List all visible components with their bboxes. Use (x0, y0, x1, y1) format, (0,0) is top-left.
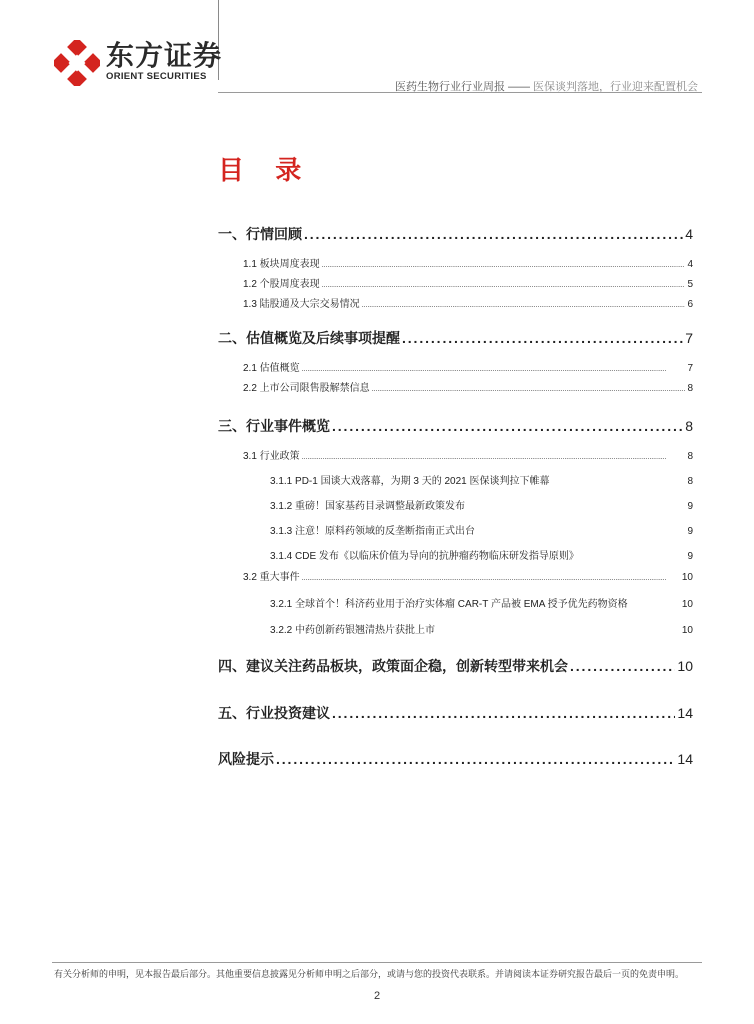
report-title: 医药生物行业行业周报 (395, 81, 505, 93)
toc-entry-page: 7 (687, 363, 693, 374)
toc-leader (322, 279, 686, 291)
toc-entry-3-1-1[interactable] (270, 472, 693, 487)
toc-entry-page: 4 (685, 226, 693, 242)
toc-entry-page: 14 (677, 705, 693, 721)
toc-entry-5[interactable] (218, 703, 693, 723)
toc-leader (372, 383, 686, 395)
toc-leader (362, 299, 686, 311)
toc-entry-page: 5 (687, 279, 693, 290)
logo-mark-icon (54, 40, 100, 86)
toc-entry-page: 8 (687, 383, 693, 394)
toc-leader (302, 451, 686, 463)
toc-entry-label: 四、建议关注药品板块，政策面企稳，创新转型带来机会 (218, 658, 568, 674)
company-logo (54, 40, 224, 86)
page-number: 2 (373, 990, 381, 1002)
toc-leader (302, 363, 686, 375)
footer-disclaimer: 有关分析师的申明，见本报告最后部分。其他重要信息披露见分析师申明之后部分，或请与您的投资代表联系。并请阅读本证券研究报告最后一页的免责申明。 (54, 969, 685, 979)
toc-entry-page: 6 (687, 299, 693, 310)
toc-entry-1-3[interactable] (243, 295, 693, 311)
toc-entry-3-1-3[interactable] (270, 522, 693, 537)
toc-entry-3-1[interactable] (243, 447, 693, 463)
toc-entry-1[interactable] (218, 224, 693, 244)
toc-leader (304, 226, 683, 243)
toc-entry-label: 3.2.2 中药创新药银翘清热片获批上市 (270, 625, 436, 636)
toc-entry-2-1[interactable] (243, 359, 693, 375)
toc-entry-page: 8 (687, 451, 693, 462)
toc-entry-label: 三、行业事件概览 (218, 418, 330, 434)
toc-entry-label: 3.2.1 全球首个！科济药业用于治疗实体瘤 CAR-T 产品被 EMA 授予优先药物资格 (270, 599, 628, 610)
toc-entry-label: 2.1 估值概览 (243, 363, 300, 374)
toc-entry-page: 8 (685, 418, 693, 434)
toc-entry-label: 2.2 上市公司限售股解禁信息 (243, 383, 370, 394)
toc-entry-2-2[interactable] (243, 379, 693, 395)
toc-entry-4[interactable] (218, 656, 693, 676)
toc-entry-3-2-2[interactable] (270, 621, 693, 636)
toc-entry-label: 3.1.4 CDE 发布《以临床价值为导向的抗肿瘤药物临床研发指导原则》 (270, 551, 579, 562)
logo-english-name: ORIENT SECURITIES (106, 71, 207, 82)
toc-entry-label: 1.1 板块周度表现 (243, 259, 320, 270)
toc-entry-risk[interactable] (218, 749, 693, 769)
toc-entry-page: 9 (687, 526, 693, 537)
toc-entry-page: 10 (677, 658, 693, 674)
toc-entry-page: 14 (677, 751, 693, 767)
toc-entry-1-2[interactable] (243, 275, 693, 291)
toc-entry-label: 1.3 陆股通及大宗交易情况 (243, 299, 360, 310)
toc-entry-page: 10 (681, 572, 693, 583)
toc-entry-label: 一、行情回顾 (218, 226, 302, 242)
toc-leader (570, 658, 675, 675)
toc-entry-label: 二、估值概览及后续事项提醒 (218, 330, 400, 346)
toc-entry-2[interactable] (218, 328, 693, 348)
toc-leader (322, 259, 686, 271)
toc-leader (276, 751, 675, 768)
toc-entry-page: 10 (681, 599, 693, 610)
toc-leader (402, 330, 683, 347)
toc-entry-page: 7 (685, 330, 693, 346)
toc-leader (332, 418, 683, 435)
toc-entry-label: 3.1.3 注意！原料药领域的反垄断指南正式出台 (270, 526, 476, 537)
toc-entry-page: 8 (687, 476, 693, 487)
toc-entry-label: 五、行业投资建议 (218, 705, 330, 721)
toc-entry-3[interactable] (218, 416, 693, 436)
toc-entry-3-2[interactable] (243, 568, 693, 584)
toc-title: 目 录 (218, 155, 314, 185)
toc-entry-page: 9 (687, 551, 693, 562)
toc-entry-page: 9 (687, 501, 693, 512)
toc-entry-page: 4 (687, 259, 693, 270)
toc-leader (302, 572, 680, 584)
toc-entry-label: 3.1.2 重磅！国家基药目录调整最新政策发布 (270, 501, 466, 512)
toc-entry-3-1-2[interactable] (270, 497, 693, 512)
logo-chinese-name: 东方证券 (106, 40, 223, 71)
toc-entry-label: 3.1.1 PD-1 国谈大戏落幕，为期 3 天的 2021 医保谈判拉下帷幕 (270, 476, 550, 487)
header-separator: —— (508, 81, 530, 93)
toc-entry-3-2-1[interactable] (270, 595, 693, 610)
header-rule (218, 92, 702, 93)
toc-leader (332, 705, 675, 722)
footer-rule (52, 962, 702, 963)
toc-entry-label: 3.2 重大事件 (243, 572, 300, 583)
toc-entry-label: 3.1 行业政策 (243, 451, 300, 462)
toc-entry-page: 10 (681, 625, 693, 636)
toc-entry-label: 风险提示 (218, 751, 274, 767)
toc-entry-label: 1.2 个股周度表现 (243, 279, 320, 290)
toc-entry-3-1-4[interactable] (270, 547, 693, 562)
toc-entry-1-1[interactable] (243, 255, 693, 271)
report-subtitle: 医保谈判落地，行业迎来配置机会 (533, 81, 698, 93)
